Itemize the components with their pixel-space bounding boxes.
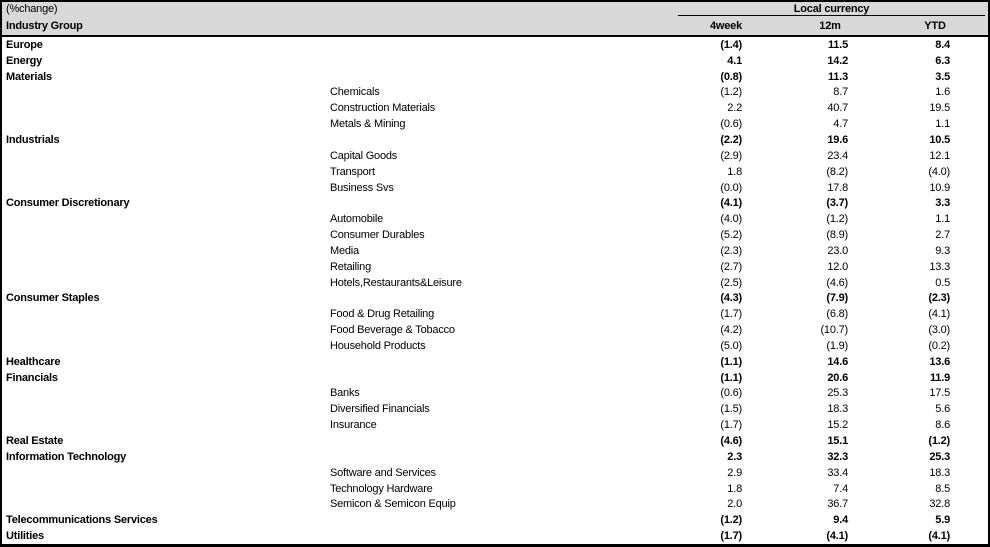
value-cell-12m: 23.4	[827, 149, 848, 162]
value-cell-12m: (3.7)	[826, 197, 848, 210]
table-row	[2, 275, 988, 291]
sub-industry-label: Metals & Mining	[330, 118, 406, 131]
value-cell-12m: 19.6	[827, 133, 848, 146]
table-row	[2, 100, 988, 116]
industry-group-label: Energy	[6, 54, 43, 67]
value-cell-ytd: 1.1	[935, 213, 950, 226]
value-cell-4week: (1.2)	[720, 514, 742, 527]
value-cell-ytd: 11.9	[929, 371, 950, 384]
value-cell-ytd: 5.9	[935, 514, 950, 527]
value-cell-ytd: 19.5	[929, 102, 950, 115]
sub-industry-label: Chemicals	[330, 86, 380, 99]
table-row	[2, 449, 988, 465]
value-cell-ytd: 8.6	[935, 419, 950, 432]
value-cell-12m: 12.0	[827, 260, 848, 273]
value-cell-ytd: 3.5	[935, 70, 950, 83]
value-cell-4week: (1.7)	[720, 419, 742, 432]
sub-industry-label: Banks	[330, 387, 360, 400]
value-cell-4week: (1.7)	[720, 530, 742, 543]
value-cell-ytd: 17.5	[929, 387, 950, 400]
value-cell-12m: 4.7	[833, 118, 848, 131]
sub-industry-label: Automobile	[330, 213, 384, 226]
value-cell-12m: (8.2)	[826, 165, 848, 178]
value-cell-4week: (2.2)	[720, 133, 742, 146]
value-cell-ytd: 1.1	[935, 118, 950, 131]
table-row	[2, 69, 988, 85]
table-row	[2, 465, 988, 481]
value-cell-4week: 2.9	[727, 466, 742, 479]
value-cell-12m: 7.4	[833, 482, 848, 495]
value-cell-4week: 4.1	[727, 54, 742, 67]
value-cell-ytd: (4.0)	[928, 165, 950, 178]
sub-industry-label: Food & Drug Retailing	[330, 308, 435, 321]
table-row	[2, 512, 988, 528]
value-cell-ytd: 25.3	[929, 450, 950, 463]
column-header-12m: 12m	[819, 19, 841, 32]
table-row	[2, 481, 988, 497]
table-row	[2, 37, 988, 53]
value-cell-4week: (1.1)	[720, 371, 742, 384]
table-row	[2, 180, 988, 196]
value-cell-4week: (2.5)	[720, 276, 742, 289]
value-cell-12m: 20.6	[827, 371, 848, 384]
value-cell-12m: (8.9)	[826, 229, 848, 242]
table-row	[2, 386, 988, 402]
value-cell-4week: (4.3)	[720, 292, 742, 305]
table-row	[2, 148, 988, 164]
value-cell-4week: 1.8	[727, 165, 742, 178]
value-cell-4week: (0.6)	[720, 118, 742, 131]
value-cell-4week: (0.0)	[720, 181, 742, 194]
value-cell-ytd: 8.5	[935, 482, 950, 495]
table-row	[2, 132, 988, 148]
value-cell-ytd: 3.3	[935, 197, 950, 210]
sub-industry-label: Diversified Financials	[330, 403, 430, 416]
value-cell-4week: (1.7)	[720, 308, 742, 321]
value-cell-12m: 23.0	[827, 244, 848, 257]
value-cell-4week: (4.0)	[720, 213, 742, 226]
sub-industry-label: Consumer Durables	[330, 229, 425, 242]
value-cell-ytd: (0.2)	[928, 339, 950, 352]
table-row	[2, 496, 988, 512]
header-row-columns	[2, 16, 988, 35]
value-cell-12m: 14.2	[827, 54, 848, 67]
table-row	[2, 116, 988, 132]
value-cell-ytd: 18.3	[929, 466, 950, 479]
sub-industry-label: Retailing	[330, 260, 372, 273]
value-cell-12m: 15.1	[827, 435, 848, 448]
table-header	[2, 2, 988, 37]
value-cell-12m: 8.7	[833, 86, 848, 99]
value-cell-4week: (1.1)	[720, 355, 742, 368]
value-cell-ytd: 12.1	[929, 149, 950, 162]
value-cell-ytd: 9.3	[935, 244, 950, 257]
industry-group-label: Materials	[6, 70, 52, 83]
table-row	[2, 243, 988, 259]
table-row	[2, 211, 988, 227]
value-cell-12m: 15.2	[827, 419, 848, 432]
header-row-currency	[2, 2, 988, 16]
industry-group-label: Real Estate	[6, 435, 64, 448]
value-cell-ytd: 32.8	[929, 498, 950, 511]
table-row	[2, 306, 988, 322]
sub-industry-label: Capital Goods	[330, 149, 398, 162]
sub-industry-label: Construction Materials	[330, 102, 436, 115]
value-cell-ytd: 2.7	[935, 229, 950, 242]
value-cell-ytd: (2.3)	[928, 292, 950, 305]
table-row	[2, 291, 988, 307]
table-row	[2, 164, 988, 180]
value-cell-4week: 2.2	[727, 102, 742, 115]
value-cell-ytd: 0.5	[935, 276, 950, 289]
column-header-4week: 4week	[709, 19, 743, 32]
value-cell-12m: 32.3	[827, 450, 848, 463]
sub-industry-label: Transport	[330, 165, 375, 178]
value-cell-12m: 17.8	[827, 181, 848, 194]
value-cell-ytd: (4.1)	[928, 308, 950, 321]
value-cell-ytd: 8.4	[935, 38, 950, 51]
value-cell-12m: (10.7)	[820, 324, 848, 337]
value-cell-4week: (1.2)	[720, 86, 742, 99]
value-cell-4week: (5.0)	[720, 339, 742, 352]
industry-group-label: Industrials	[6, 133, 60, 146]
value-cell-4week: 2.3	[727, 450, 742, 463]
table-row	[2, 354, 988, 370]
column-header-ytd: YTD	[924, 19, 946, 32]
industry-group-label: Consumer Discretionary	[6, 197, 130, 210]
sub-industry-label: Software and Services	[330, 466, 436, 479]
sub-industry-label: Food Beverage & Tobacco	[330, 324, 455, 337]
value-cell-ytd: 13.6	[929, 355, 950, 368]
value-cell-12m: 9.4	[833, 514, 848, 527]
industry-group-label: Telecommunications Services	[6, 514, 158, 527]
table-row	[2, 528, 988, 544]
value-cell-4week: (4.1)	[720, 197, 742, 210]
table-row	[2, 85, 988, 101]
sub-industry-label: Household Products	[330, 339, 426, 352]
table-row	[2, 417, 988, 433]
value-cell-4week: (2.9)	[720, 149, 742, 162]
table-row	[2, 195, 988, 211]
value-cell-12m: (6.8)	[826, 308, 848, 321]
sub-industry-label: Hotels,Restaurants&Leisure	[330, 276, 462, 289]
table-body	[2, 37, 988, 544]
value-cell-4week: (2.7)	[720, 260, 742, 273]
value-cell-12m: (1.9)	[826, 339, 848, 352]
value-cell-12m: 14.6	[827, 355, 848, 368]
value-cell-4week: (0.6)	[720, 387, 742, 400]
value-cell-ytd: (1.2)	[928, 435, 950, 448]
value-cell-ytd: 5.6	[935, 403, 950, 416]
value-cell-12m: (7.9)	[826, 292, 848, 305]
value-cell-4week: (0.8)	[720, 70, 742, 83]
currency-group-header	[678, 2, 985, 16]
table-row	[2, 370, 988, 386]
value-cell-ytd: (3.0)	[928, 324, 950, 337]
industry-group-label: Financials	[6, 371, 58, 384]
table-row	[2, 227, 988, 243]
value-cell-12m: 40.7	[827, 102, 848, 115]
currency-group-label: Local currency	[793, 2, 870, 15]
value-cell-12m: (4.1)	[826, 530, 848, 543]
industry-group-label: Utilities	[6, 530, 44, 543]
value-cell-4week: (4.6)	[720, 435, 742, 448]
percent-change-label: (%change)	[6, 3, 58, 15]
industry-group-label: Information Technology	[6, 450, 127, 463]
sub-industry-label: Insurance	[330, 419, 377, 432]
value-cell-12m: 18.3	[827, 403, 848, 416]
industry-group-label: Consumer Staples	[6, 292, 100, 305]
value-cell-4week: 2.0	[727, 498, 742, 511]
value-cell-4week: (4.2)	[720, 324, 742, 337]
value-cell-12m: 36.7	[827, 498, 848, 511]
sub-industry-label: Media	[330, 244, 359, 257]
sub-industry-label: Business Svs	[330, 181, 394, 194]
sub-industry-label: Semicon & Semicon Equip	[330, 498, 456, 511]
value-cell-4week: 1.8	[727, 482, 742, 495]
value-cell-ytd: 13.3	[929, 260, 950, 273]
value-cell-12m: 25.3	[827, 387, 848, 400]
value-cell-12m: 11.3	[827, 70, 848, 83]
value-cell-ytd: 1.6	[935, 86, 950, 99]
sub-industry-label: Technology Hardware	[330, 482, 433, 495]
value-cell-ytd: (4.1)	[928, 530, 950, 543]
table-row	[2, 259, 988, 275]
value-cell-12m: (1.2)	[826, 213, 848, 226]
industry-group-label: Healthcare	[6, 355, 61, 368]
value-cell-4week: (1.4)	[720, 38, 742, 51]
table-row	[2, 433, 988, 449]
value-cell-12m: 33.4	[827, 466, 848, 479]
value-cell-4week: (2.3)	[720, 244, 742, 257]
industry-group-column-header: Industry Group	[6, 19, 83, 32]
value-cell-4week: (5.2)	[720, 229, 742, 242]
table-row	[2, 322, 988, 338]
value-cell-4week: (1.5)	[720, 403, 742, 416]
table-row	[2, 401, 988, 417]
value-cell-12m: (4.6)	[826, 276, 848, 289]
value-cell-ytd: 10.5	[929, 133, 950, 146]
table-row	[2, 338, 988, 354]
table-row	[2, 53, 988, 69]
value-cell-ytd: 6.3	[935, 54, 950, 67]
value-cell-12m: 11.5	[827, 38, 848, 51]
industry-group-label: Europe	[6, 38, 43, 51]
value-cell-ytd: 10.9	[929, 181, 950, 194]
